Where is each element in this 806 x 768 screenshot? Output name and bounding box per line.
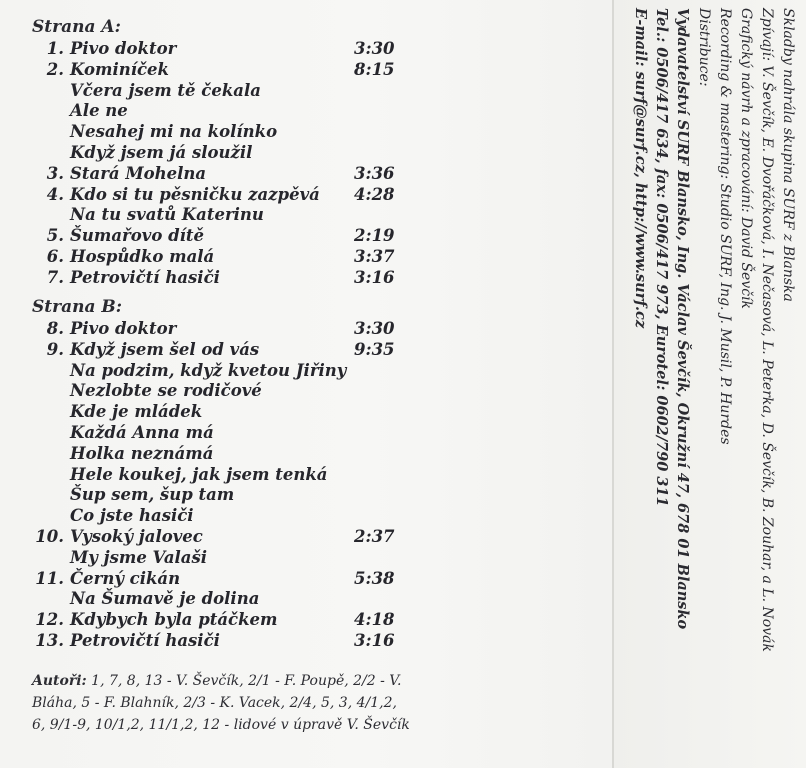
credits-line: E-mail: surf@surf.cz, http://www.surf.cz <box>632 8 649 329</box>
track-title: Šumařovo dítě <box>70 226 205 246</box>
track-row <box>0 246 420 267</box>
medley-song: Na Šumavě je dolina <box>70 589 260 609</box>
track-duration: 2:37 <box>354 527 395 546</box>
credits-line: Tel.: 0506/417 634, fax: 0506/417 973, Eurotel: 0602/790 311 <box>653 8 670 507</box>
track-title: Kdo si tu pěsničku zazpěvá <box>70 184 320 204</box>
track-duration: 3:16 <box>354 631 395 650</box>
authors-note <box>32 670 412 736</box>
track-number: 9. <box>46 339 64 359</box>
track-row <box>0 38 420 59</box>
medley-song: Hele koukej, jak jsem tenká <box>70 464 328 484</box>
track-duration: 4:18 <box>354 610 395 630</box>
credits-line: Zpívají: V. Ševčík, E. Dvořáčková, I. Nečasová, L. Peterka, D. Ševčík, B. Zouhar, a L. Novák <box>759 8 775 652</box>
track-number: 7. <box>46 267 64 287</box>
credits-rotated-text <box>618 8 798 748</box>
track-title: Pivo doktor <box>70 39 177 58</box>
track-number: 3. <box>46 163 64 183</box>
track-duration: 9:35 <box>354 339 395 359</box>
authors-text: 1, 7, 8, 13 - V. Ševčík, 2/1 - F. Poupě, 2/2 - V. Bláha, 5 - F. Blahník, 2/3 - K. Vacek, 2/4, 5, 3, 4/1,2, 6, 9/1-9, 10/1,2, 11/1,2, 12 - lidové v úpravě V. Ševčík <box>32 673 410 733</box>
track-duration: 3:37 <box>354 247 395 266</box>
track-row <box>0 225 420 246</box>
track-title: Když jsem šel od vás <box>70 339 260 359</box>
track-title: Kdybych byla ptáčkem <box>70 610 278 630</box>
medley-song: Na podzim, když kvetou Jiřiny <box>70 360 347 380</box>
track-number: 13. <box>35 631 64 650</box>
track-duration: 2:19 <box>354 226 395 246</box>
medley-song: Každá Anna má <box>70 423 214 442</box>
track-duration: 8:15 <box>354 59 395 79</box>
credits-line: Skladby nahrála skupina SURF z Blanska <box>780 8 796 302</box>
track-duration: 3:36 <box>354 163 395 183</box>
track-row <box>0 59 420 80</box>
track-number: 1. <box>46 39 64 58</box>
track-row <box>0 267 420 288</box>
track-title: Pivo doktor <box>70 319 177 338</box>
medley-song: My jsme Valaši <box>70 547 208 567</box>
track-number: 10. <box>35 527 64 546</box>
track-title: Hospůdko malá <box>70 247 215 266</box>
credits-line: Distribuce: <box>696 8 712 87</box>
medley-song: Co jste hasiči <box>70 506 194 526</box>
medley-song: Nezlobte se rodičové <box>70 381 262 401</box>
track-number: 2. <box>46 59 64 79</box>
medley-song: Šup sem, šup tam <box>70 485 235 505</box>
track-row <box>0 630 420 651</box>
track-duration: 3:30 <box>354 319 395 338</box>
track-number: 4. <box>46 184 64 204</box>
track-row <box>0 609 420 630</box>
track-duration: 4:28 <box>354 184 395 204</box>
medley-song: Holka neznámá <box>70 443 214 463</box>
track-duration: 3:16 <box>354 267 395 287</box>
track-duration: 3:30 <box>354 39 395 58</box>
track-number: 11. <box>35 568 64 588</box>
track-row <box>0 339 420 360</box>
track-duration: 5:38 <box>354 568 395 588</box>
medley-song: Kde je mládek <box>70 402 203 422</box>
track-row <box>0 184 420 205</box>
track-row <box>0 318 420 339</box>
authors-label: Autoři: <box>32 673 87 689</box>
medley-song: Když jsem já sloužil <box>70 143 253 162</box>
medley-song: Ale ne <box>70 101 128 121</box>
side-b-label: Strana B: <box>32 297 123 317</box>
track-title: Černý cikán <box>70 568 181 588</box>
medley-song: Nesahej mi na kolínko <box>70 122 278 142</box>
medley-song: Na tu svatů Katerinu <box>70 205 264 225</box>
track-number: 8. <box>46 319 64 338</box>
track-title: Stará Mohelna <box>70 163 207 183</box>
track-title: Kominíček <box>70 59 169 79</box>
track-title: Petrovičtí hasiči <box>70 631 220 650</box>
track-number: 12. <box>35 610 64 630</box>
track-row <box>0 163 420 184</box>
track-number: 5. <box>46 226 64 246</box>
track-number: 6. <box>46 247 64 266</box>
track-title: Petrovičtí hasiči <box>70 267 220 287</box>
medley-song: Včera jsem tě čekala <box>70 80 261 100</box>
track-title: Vysoký jalovec <box>70 527 203 546</box>
track-row <box>0 568 420 589</box>
side-a-label: Strana A: <box>32 17 121 37</box>
credits-line: Vydavatelství SURF Blansko, Ing. Václav Ševčík, Okružní 47, 678 01 Blansko <box>674 8 691 630</box>
credits-line: Recording & mastering: Studio SURF, Ing. J. Musil, P. Hurdes <box>717 8 733 445</box>
credits-line: Grafický návrh a zpracování: David Ševčík <box>738 8 754 309</box>
track-row <box>0 526 420 547</box>
